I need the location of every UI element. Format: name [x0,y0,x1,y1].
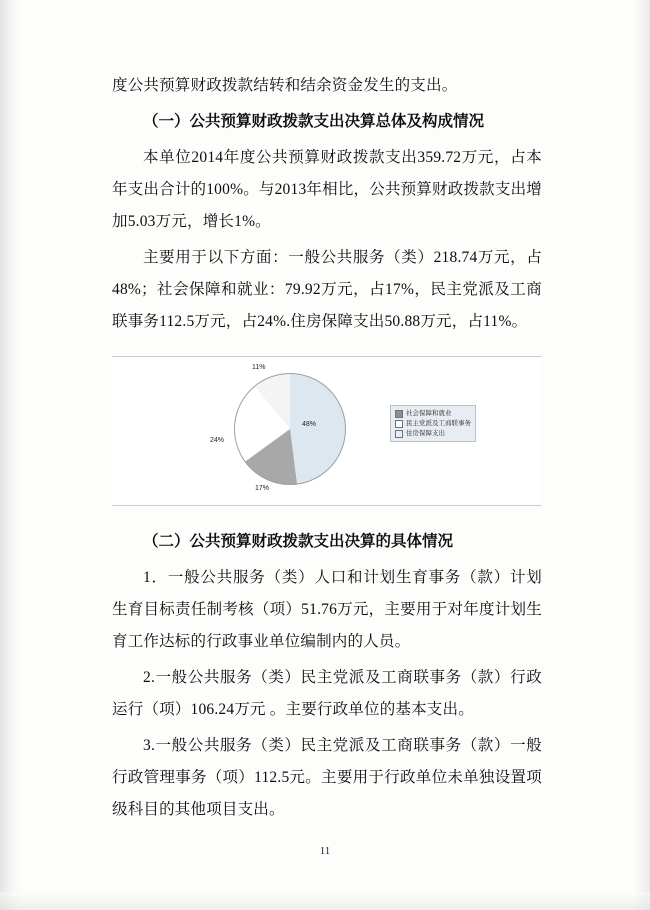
pie-chart-figure [112,356,542,506]
scan-edge-shadow-left [0,0,22,910]
pie-label-housing-security: 11% [252,364,266,371]
paragraph-total-expenditure: 本单位2014年度公共预算财政拨款支出359.72万元，占本年支出合计的100%。与2013年相比，公共预算财政拨款支出增加5.03万元，增长1%。 [112,149,542,230]
legend-item-housing-security [395,429,471,438]
section-heading-2: （二）公共预算财政拨款支出决算的具体情况 [143,533,454,550]
pie-slices [234,373,346,485]
legend-swatch-icon [395,420,403,428]
scan-edge-shadow-right [634,0,650,910]
scan-edge-shadow-bottom [0,892,650,910]
chart-plot-area [112,357,542,505]
paragraph-item-3: 3.一般公共服务（类）民主党派及工商联事务（款）一般行政管理事务（项）112.5元。主要用于行政单位未单独设置项级科目的其他项目支出。 [112,737,542,818]
legend-swatch-icon [395,410,403,418]
paragraph-item-1: 1．一般公共服务（类）人口和计划生育事务（款）计划生育目标责任制考核（项）51.76万元，主要用于对年度计划生育工作达标的行政事业单位编制内的人员。 [112,569,542,650]
page-number: 11 [319,845,331,857]
pie-chart [234,373,346,485]
section-heading-1: （一）公共预算财政拨款支出决算总体及构成情况 [143,113,485,130]
paragraph-continuation: 度公共预算财政拨款结转和结余资金发生的支出。 [112,77,458,94]
pie-label-democratic-parties: 24% [210,437,225,444]
legend-swatch-icon [395,430,403,438]
legend-item-social-security [395,409,471,418]
paragraph-item-2: 2.一般公共服务（类）民主党派及工商联事务（款）行政运行（项）106.24万元 。主要行政单位的基本支出。 [112,669,542,718]
paragraph-breakdown: 主要用于以下方面：一般公共服务（类）218.74万元，占48%；社会保障和就业：79.92万元，占17%，民主党派及工商联事务112.5万元，占24%.住房保障支出50.88万元，占11%。 [112,249,542,330]
pie-label-social-security: 17% [255,485,270,492]
page-body [112,70,542,830]
pie-label-general-public-service: 48% [302,421,317,428]
legend-label: 社会保障和就业 [406,410,452,417]
legend-label: 民主党派及工商联事务 [406,420,471,427]
legend-item-democratic-parties [395,419,471,428]
legend-label: 住房保障支出 [406,430,445,437]
chart-legend [390,405,476,442]
